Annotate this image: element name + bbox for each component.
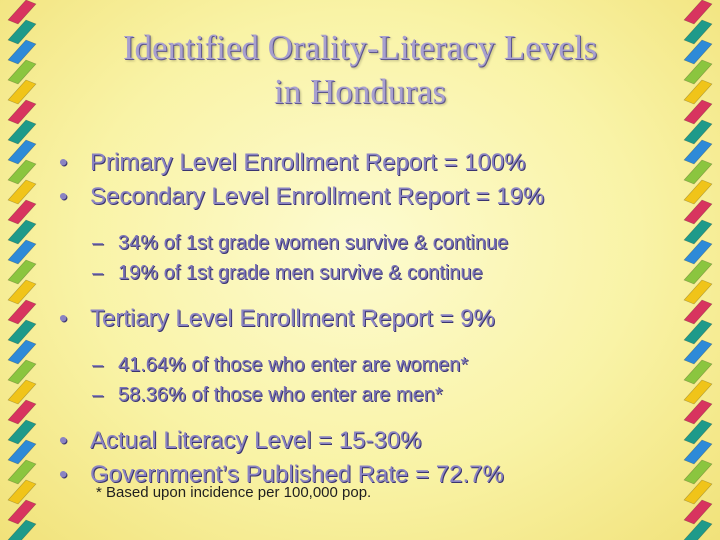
ribbon-segment — [684, 500, 712, 524]
bullet-actual-literacy — [56, 424, 666, 458]
left-ribbon-graphic — [2, 0, 42, 540]
sub-bullet-text: 19% of 1st grade men survive & continue — [118, 262, 483, 284]
ribbon-segment — [684, 0, 712, 24]
ribbon-segment — [8, 100, 36, 124]
ribbon-segment — [8, 200, 36, 224]
ribbon-segment — [8, 520, 36, 540]
sub-bullet-men-survive — [56, 258, 666, 288]
sub-bullet-women-survive — [56, 228, 666, 258]
sub-bullet-marker: – — [92, 232, 104, 254]
slide-title-line-1: Identified Orality-Literacy Levels — [122, 28, 598, 67]
ribbon-segment — [684, 160, 712, 184]
ribbon-segment — [684, 360, 712, 384]
sub-bullet-text: 41.64% of those who enter are women* — [118, 354, 469, 376]
bullet-marker: • — [59, 305, 68, 332]
ribbon-segment — [8, 0, 36, 24]
left-ribbon-decoration — [2, 0, 42, 540]
ribbon-segment — [8, 140, 36, 164]
ribbon-segment — [684, 340, 712, 364]
ribbon-segment — [684, 260, 712, 284]
sub-bullet-women-enter — [56, 350, 666, 380]
sub-bullet-text: 58.36% of those who enter are men* — [118, 384, 443, 406]
ribbon-segment — [8, 40, 36, 64]
ribbon-segment — [8, 420, 36, 444]
footnote: * Based upon incidence per 100,000 pop. — [96, 484, 372, 501]
sub-bullet-men-enter — [56, 380, 666, 410]
ribbon-segment — [684, 200, 712, 224]
ribbon-segment — [8, 480, 36, 504]
ribbon-segment — [684, 140, 712, 164]
sub-bullet-marker: – — [92, 384, 104, 406]
ribbon-segment — [8, 60, 36, 84]
bullet-tertiary-enrollment — [56, 302, 666, 336]
bullet-marker: • — [59, 461, 68, 488]
ribbon-segment — [684, 240, 712, 264]
ribbon-segment — [684, 480, 712, 504]
ribbon-segment — [8, 220, 36, 244]
bullet-marker: • — [59, 149, 68, 176]
ribbon-segment — [684, 280, 712, 304]
bullet-text: Secondary Level Enrollment Report = 19% — [90, 183, 545, 210]
ribbon-segment — [8, 340, 36, 364]
ribbon-segment — [684, 460, 712, 484]
bullet-secondary-enrollment — [56, 180, 666, 214]
ribbon-segment — [8, 320, 36, 344]
ribbon-segment — [8, 440, 36, 464]
ribbon-segment — [684, 420, 712, 444]
ribbon-segment — [684, 180, 712, 204]
ribbon-segment — [8, 180, 36, 204]
ribbon-segment — [684, 520, 712, 540]
ribbon-segment — [8, 400, 36, 424]
bullet-marker: • — [59, 183, 68, 210]
ribbon-segment — [8, 80, 36, 104]
bullet-marker: • — [59, 427, 68, 454]
right-ribbon-decoration — [678, 0, 718, 540]
ribbon-segment — [684, 220, 712, 244]
ribbon-segment — [8, 460, 36, 484]
bullet-primary-enrollment — [56, 146, 666, 180]
ribbon-segment — [684, 20, 712, 44]
bullet-text: Tertiary Level Enrollment Report = 9% — [90, 305, 495, 332]
sub-bullet-text: 34% of 1st grade women survive & continue — [118, 232, 509, 254]
ribbon-segment — [684, 80, 712, 104]
ribbon-segment — [684, 440, 712, 464]
ribbon-segment — [8, 380, 36, 404]
ribbon-segment — [8, 120, 36, 144]
slide-title — [60, 26, 660, 114]
ribbon-segment — [684, 400, 712, 424]
ribbon-segment — [684, 300, 712, 324]
ribbon-segment — [8, 360, 36, 384]
slide-title-line-2: in Honduras — [273, 72, 447, 111]
bullet-text: Actual Literacy Level = 15-30% — [90, 427, 422, 454]
ribbon-segment — [8, 20, 36, 44]
bullet-list — [56, 146, 666, 492]
ribbon-segment — [8, 300, 36, 324]
ribbon-segment — [684, 120, 712, 144]
ribbon-segment — [8, 500, 36, 524]
ribbon-segment — [8, 260, 36, 284]
bullet-text: Primary Level Enrollment Report = 100% — [90, 149, 526, 176]
ribbon-segment — [684, 40, 712, 64]
sub-bullet-marker: – — [92, 262, 104, 284]
ribbon-segment — [684, 380, 712, 404]
ribbon-segment — [684, 100, 712, 124]
ribbon-segment — [684, 320, 712, 344]
right-ribbon-graphic — [678, 0, 718, 540]
ribbon-segment — [8, 280, 36, 304]
bullet-text: Government’s Published Rate = 72.7% — [90, 461, 504, 488]
ribbon-segment — [8, 160, 36, 184]
sub-bullet-marker: – — [92, 354, 104, 376]
ribbon-segment — [684, 60, 712, 84]
ribbon-segment — [8, 240, 36, 264]
